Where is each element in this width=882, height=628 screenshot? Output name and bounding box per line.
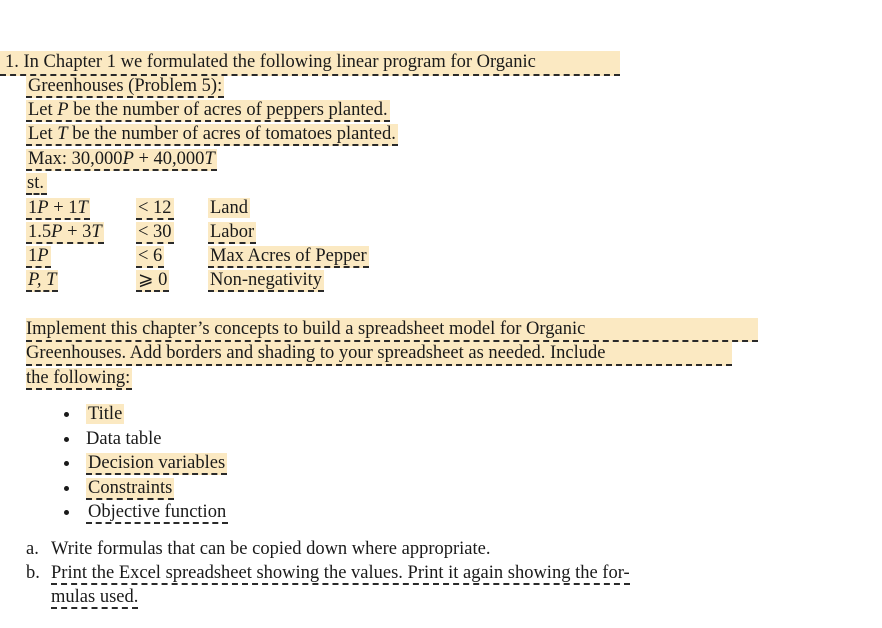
bullet-icon xyxy=(64,486,69,491)
constraint-op-1: < 12 xyxy=(138,198,172,218)
objective-mid: + 40,000 xyxy=(133,149,205,169)
constraint-label-3: Max Acres of Pepper xyxy=(210,246,367,266)
objective-pre: Max: 30,000 xyxy=(28,149,123,169)
bullet-icon xyxy=(64,412,69,417)
let-p-post: be the number of acres of peppers planted. xyxy=(68,100,388,120)
bullet-icon xyxy=(64,437,69,442)
intro-text-1: In Chapter 1 we formulated the following linear program for Organic xyxy=(23,52,536,72)
list-item: Objective function xyxy=(88,502,227,522)
list-item: Title xyxy=(88,404,123,424)
constraint-op-2: < 30 xyxy=(138,222,172,242)
part-a-text-line xyxy=(51,538,490,560)
intro-line-2 xyxy=(26,75,224,97)
intro-line-1 xyxy=(0,51,806,76)
constraint-label-2: Labor xyxy=(210,222,255,242)
part-b-line-1 xyxy=(51,562,630,584)
part-a-text: Write formulas that can be copied down where appropriate. xyxy=(51,539,491,559)
constraint-op-3: < 6 xyxy=(138,246,163,266)
list-item: Constraints xyxy=(88,478,173,498)
part-b-line-2 xyxy=(51,586,138,608)
let-t-line xyxy=(26,123,398,145)
part-b-label: b. xyxy=(26,563,40,583)
implement-line-2 xyxy=(26,342,732,366)
bullet-icon xyxy=(64,461,69,466)
var-p: P xyxy=(57,100,69,120)
constraint-lhs-1: 1P + 1T xyxy=(28,198,88,218)
implement-text-3: the following: xyxy=(26,368,131,388)
implement-line-3 xyxy=(26,367,132,389)
constraint-lhs-4: P, T xyxy=(28,270,57,290)
part-a xyxy=(26,538,39,560)
objective-var-p: P xyxy=(122,149,134,169)
var-t: T xyxy=(57,124,68,144)
objective-var-t: T xyxy=(204,149,215,169)
implement-text-1: Implement this chapter’s concepts to build a spreadsheet model for Organic xyxy=(26,318,758,342)
problem-number: 1. xyxy=(5,52,19,72)
st-label: st. xyxy=(26,173,47,195)
let-t-post: be the number of acres of tomatoes planted. xyxy=(67,124,396,144)
constraint-lhs-3: 1P xyxy=(28,246,49,266)
implement-text-2: Greenhouses. Add borders and shading to your spreadsheet as needed. Include xyxy=(26,342,732,366)
list-item: Data table xyxy=(86,429,162,449)
implement-line-1 xyxy=(26,318,758,342)
part-b-text-2: mulas used. xyxy=(51,587,139,607)
st-line xyxy=(26,172,47,194)
part-b-text-1: Print the Excel spreadsheet showing the values. Print it again showing the for- xyxy=(51,563,630,583)
bullet-icon xyxy=(64,510,69,515)
constraint-lhs-2: 1.5P + 3T xyxy=(28,222,102,242)
let-t-pre: Let xyxy=(28,124,58,144)
constraint-label-4: Non-negativity xyxy=(210,270,323,290)
objective-line xyxy=(26,148,217,170)
let-p-line xyxy=(26,99,390,121)
constraint-op-4: ⩾ 0 xyxy=(138,270,168,290)
list-item: Decision variables xyxy=(88,453,226,473)
constraint-label-1: Land xyxy=(210,198,249,218)
part-a-label: a. xyxy=(26,539,39,559)
part-b xyxy=(26,562,40,584)
let-p-pre: Let xyxy=(28,100,58,120)
intro-text-2: Greenhouses (Problem 5): xyxy=(28,76,223,96)
